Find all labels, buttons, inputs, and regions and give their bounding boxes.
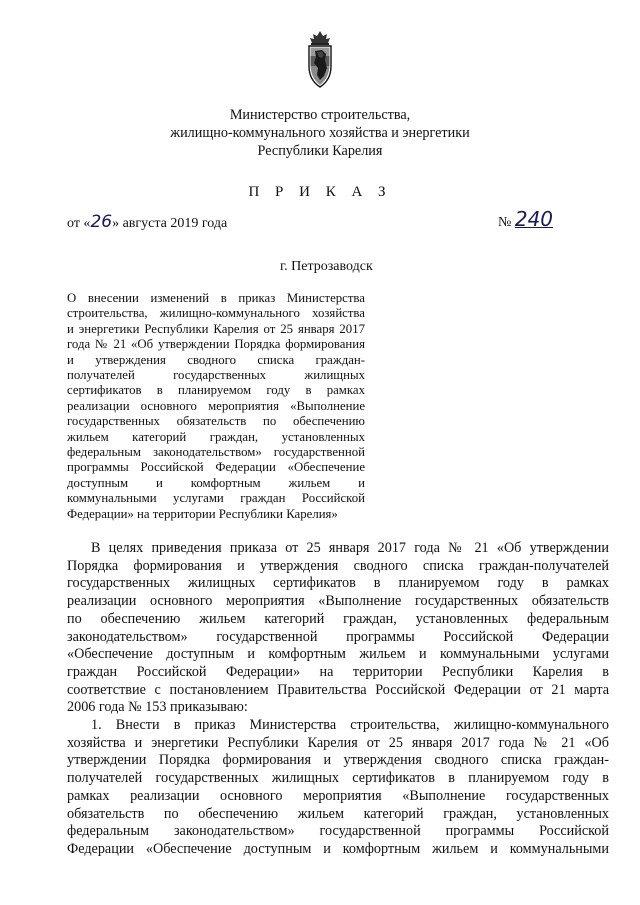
body-line: 1. Внести в приказ Министерства строительства, жилищно-коммунального xyxy=(91,717,609,734)
handwritten-number: 240 xyxy=(514,207,554,231)
body-line: Порядка формирования и утверждения сводного списка граждан-получателей xyxy=(67,557,609,574)
subject-line: и энергетики Республики Карелия от 25 января 2017 xyxy=(67,321,365,336)
body-line: соответствие с постановлением Правительства Российской Федерации от 21 марта xyxy=(67,681,609,698)
body-line: федеральным законодательством» государственной программы Российской xyxy=(67,823,609,840)
body-line: 2006 года № 153 приказываю: xyxy=(67,699,248,716)
subject-line: получателей государственных жилищных xyxy=(67,368,365,383)
ministry-name xyxy=(140,106,500,160)
body-line: государственных жилищных сертификатов в планируемом году в рамках xyxy=(67,575,609,592)
subject-line: государственных обязательств по обеспечению xyxy=(67,414,365,429)
subject-line: доступным и комфортным жильем и xyxy=(67,475,365,490)
body-line: Федерации «Обеспечение доступным и комфортным жильем и коммунальными xyxy=(67,840,609,857)
order-subject xyxy=(67,291,365,522)
karelia-coat-of-arms-icon xyxy=(302,30,338,90)
body-line: обязательств по обеспечению жильем категорий граждан, установленных xyxy=(67,805,609,822)
body-line: получателей государственных жилищных сертификатов в планируемом году в xyxy=(67,770,609,787)
subject-line: жильем категорий граждан, установленных xyxy=(67,429,365,444)
subject-line: программы Российской Федерации «Обеспечение xyxy=(67,460,365,475)
body-line: «Обеспечение доступным и комфортным жильем и коммунальными услугами xyxy=(67,646,609,663)
ministry-line: жилищно-коммунального хозяйства и энергетики xyxy=(170,125,470,141)
body-line: хозяйства и энергетики Республики Карелия от 25 января 2017 года № 21 «Об xyxy=(67,734,609,751)
body-line: В целях приведения приказа от 25 января 2017 года № 21 «Об утверждении xyxy=(91,540,609,556)
ministry-line: Министерство строительства, xyxy=(229,107,411,123)
city: г. Петрозаводск xyxy=(280,259,373,274)
subject-line: федеральным законодательством» государственной xyxy=(67,445,365,460)
date-prefix: от « xyxy=(67,216,91,231)
subject-line: строительства, жилищно-коммунального хозяйства xyxy=(67,306,365,321)
order-date xyxy=(67,212,227,232)
subject-line: О внесении изменений в приказ Министерства xyxy=(67,291,365,305)
handwritten-day: 26 xyxy=(90,212,113,232)
subject-line: коммунальными услугами граждан Российской xyxy=(67,491,365,506)
number-prefix: № xyxy=(498,215,512,230)
subject-line: года № 21 «Об утверждении Порядка формирования xyxy=(67,337,365,352)
body-line: утверждении Порядка формирования и утверждения сводного списка граждан- xyxy=(67,752,609,769)
subject-line: реализации основного мероприятия «Выполнение xyxy=(67,398,365,413)
body-line: рамках реализации основного мероприятия «Выполнение государственных xyxy=(67,787,609,804)
subject-line: Федерации» на территории Республики Карелия» xyxy=(67,506,338,521)
ministry-line: Республики Карелия xyxy=(257,143,383,159)
body-line: по обеспечению жильем категорий граждан, установленных федеральным xyxy=(67,610,609,627)
order-title: П Р И К А З xyxy=(248,184,392,200)
order-body xyxy=(67,540,609,859)
body-line: реализации основного мероприятия «Выполнение государственных обязательств xyxy=(67,593,609,610)
body-line: граждан Российской Федерации» на территории Республики Карелия в xyxy=(67,663,609,680)
subject-line: сертификатов в планируемом году в рамках xyxy=(67,383,365,398)
date-suffix: » августа 2019 года xyxy=(112,216,228,231)
subject-line: и утверждения сводного списка граждан- xyxy=(67,352,365,367)
order-number xyxy=(498,207,553,231)
body-line: законодательством» государственной программы Российской Федерации xyxy=(67,628,609,645)
